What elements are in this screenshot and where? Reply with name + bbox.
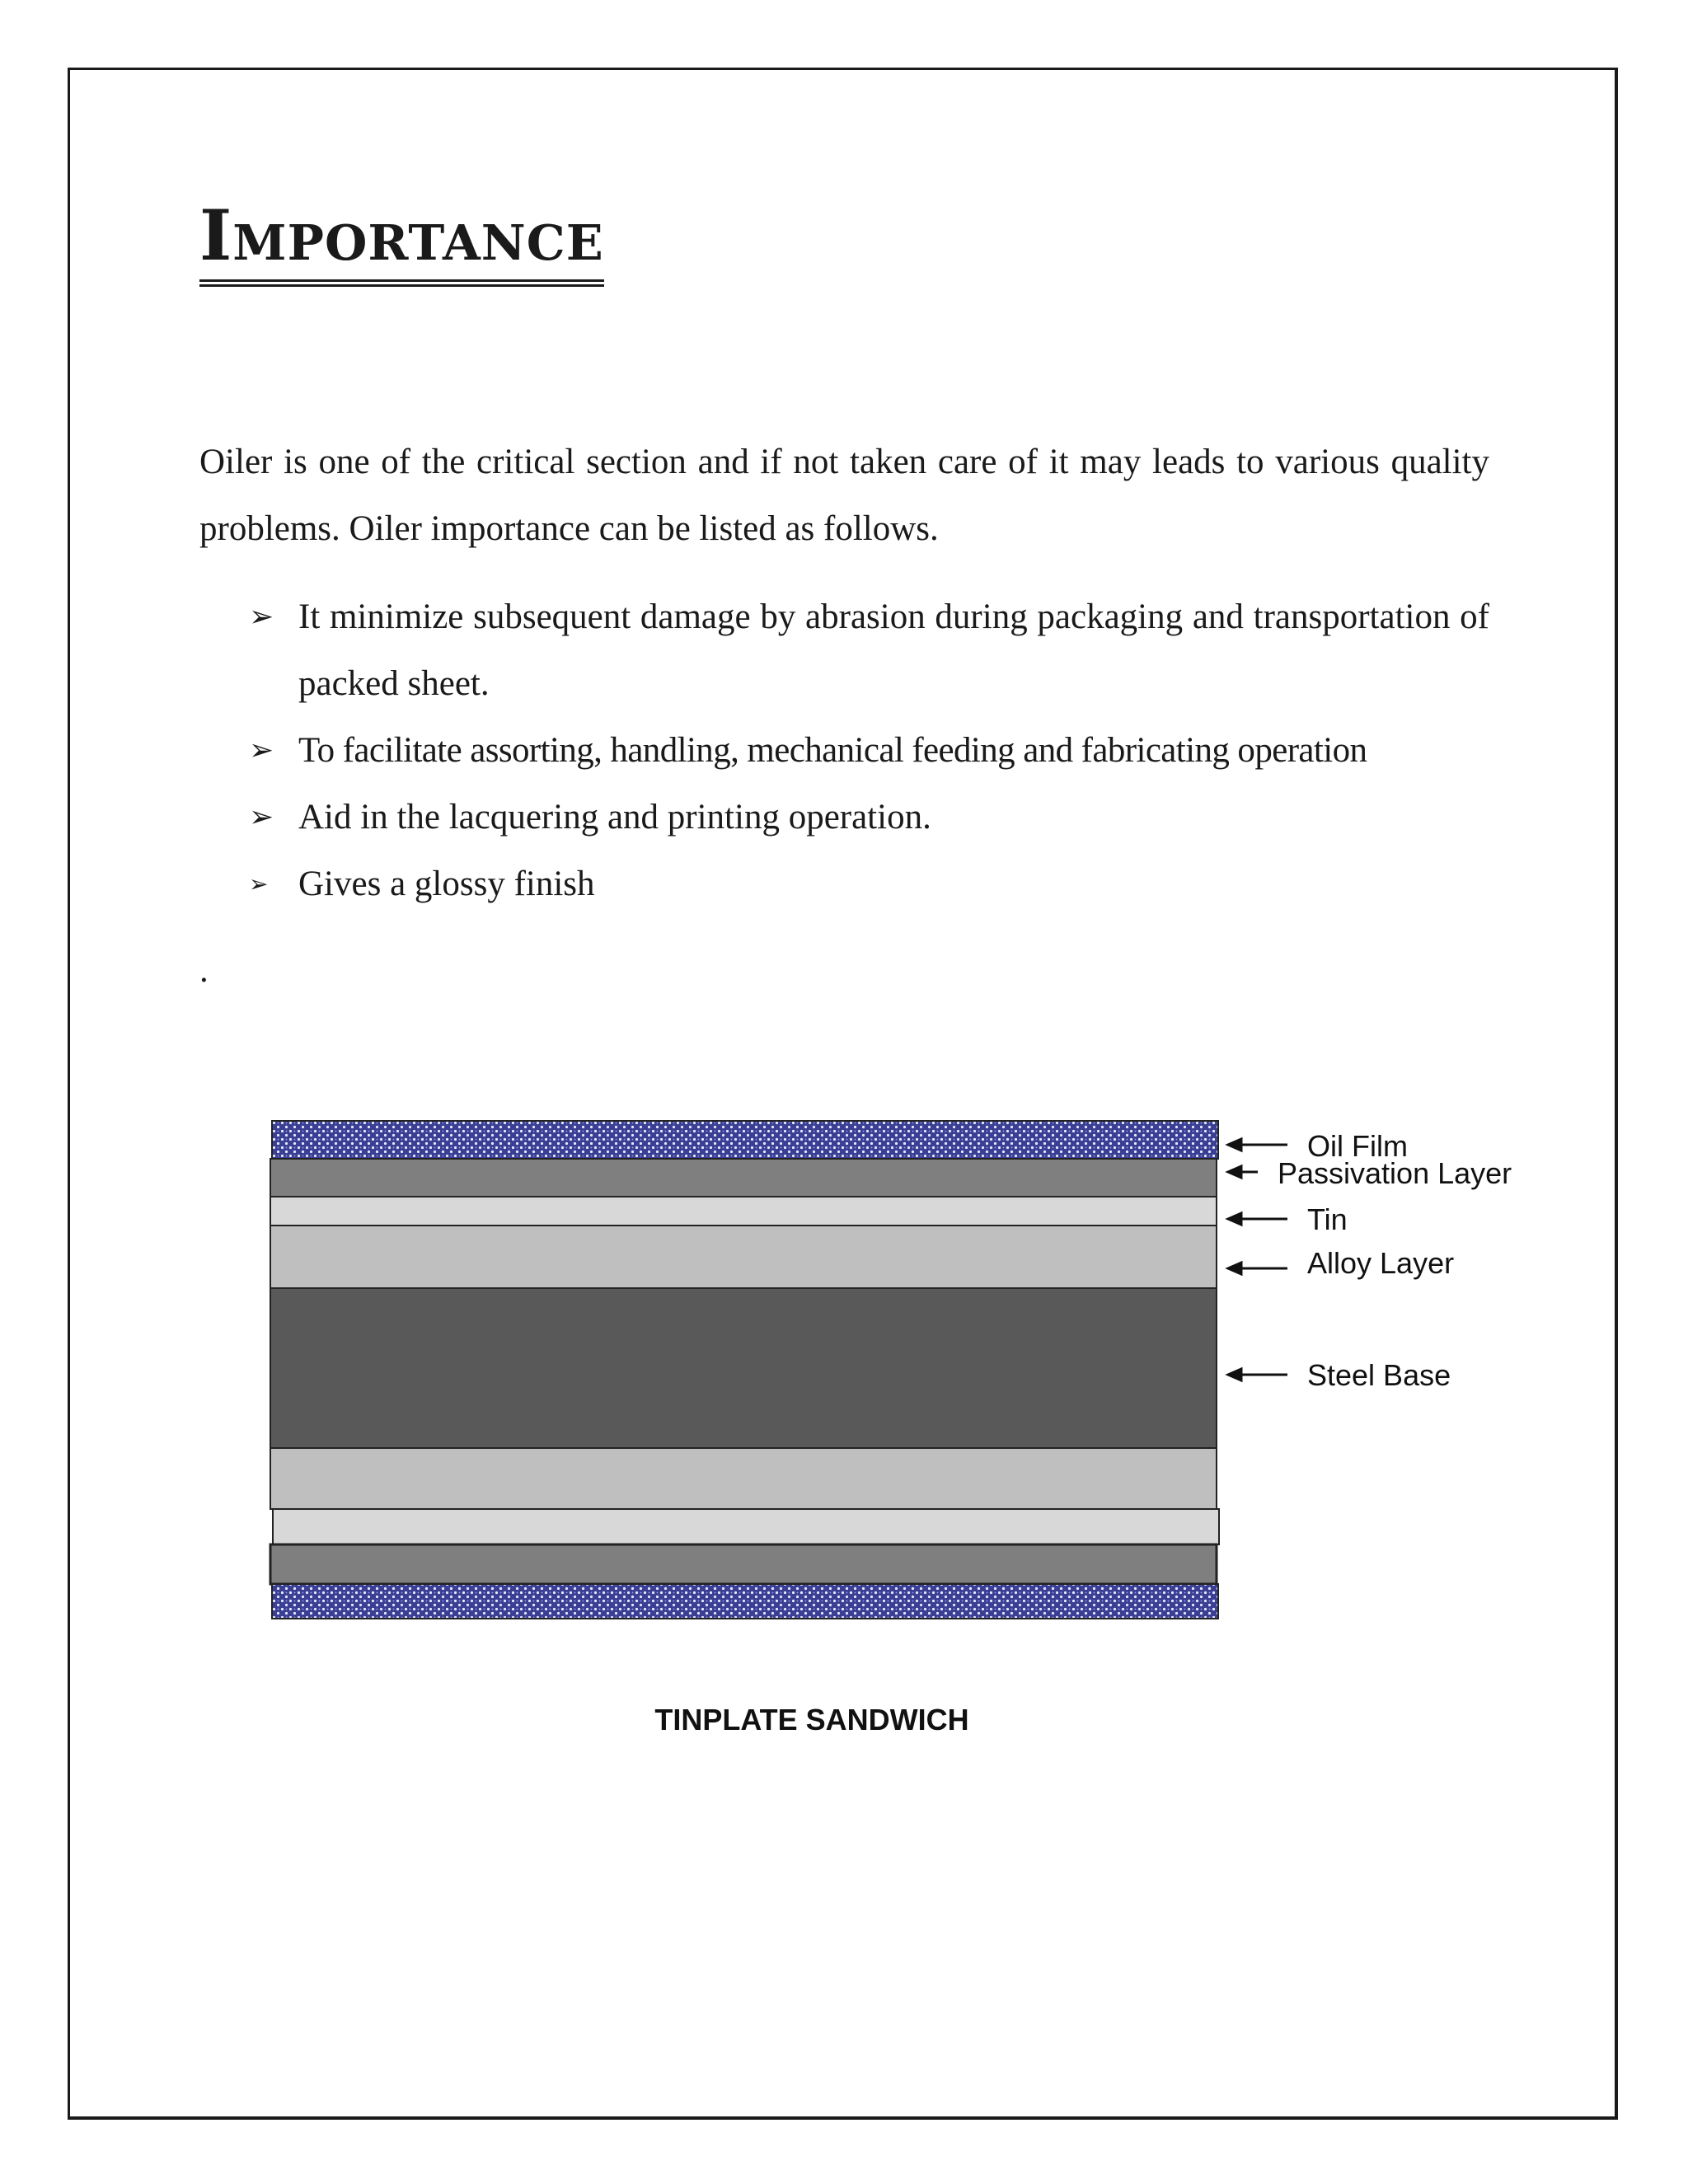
label-passivation-layer: Passivation Layer [1278, 1156, 1512, 1190]
arrowhead-bullet-icon: ➢ [249, 870, 269, 898]
label-steel-base: Steel Base [1307, 1358, 1451, 1392]
arrow-left-icon [1228, 1166, 1258, 1178]
list-item-text: It minimize subsequent damage by abrasion during packaging and transportation of packed sheet. [298, 598, 1489, 703]
arrow-left-icon [1228, 1213, 1287, 1225]
intro-paragraph: Oiler is one of the critical section and if not taken care of it may leads to various quality problems. Oiler importance can be listed as follows. [199, 443, 1489, 548]
arrow-left-icon [1228, 1369, 1287, 1380]
tin-bottom-layer [273, 1509, 1219, 1544]
list-item-text: Gives a glossy finish [298, 865, 595, 903]
stray-period: . [199, 951, 209, 990]
oil-film-bottom-layer [272, 1584, 1218, 1619]
steel-base-layer [270, 1288, 1217, 1448]
label-oil-film: Oil Film [1307, 1129, 1408, 1163]
passivation-top-layer [270, 1159, 1217, 1197]
tin-top-layer [270, 1197, 1217, 1226]
list-item-text: Aid in the lacquering and printing operation. [298, 798, 931, 837]
label-tin: Tin [1307, 1202, 1348, 1236]
arrowhead-bullet-icon: ➢ [249, 733, 274, 767]
arrow-left-icon [1228, 1139, 1287, 1151]
alloy-top-layer [270, 1226, 1217, 1288]
diagram-caption: TINPLATE SANDWICH [654, 1703, 969, 1736]
list-item-text: To facilitate assorting, handling, mechanical feeding and fabricating operation [298, 731, 1367, 770]
oil-film-top-layer [272, 1121, 1218, 1159]
arrowhead-bullet-icon: ➢ [249, 600, 274, 634]
passivation-bottom-layer [270, 1544, 1217, 1584]
page-title: Importance [199, 194, 604, 282]
alloy-bottom-layer [270, 1448, 1217, 1509]
label-alloy-layer: Alloy Layer [1307, 1246, 1455, 1280]
arrowhead-bullet-icon: ➢ [249, 800, 274, 834]
arrow-left-icon [1228, 1263, 1287, 1274]
